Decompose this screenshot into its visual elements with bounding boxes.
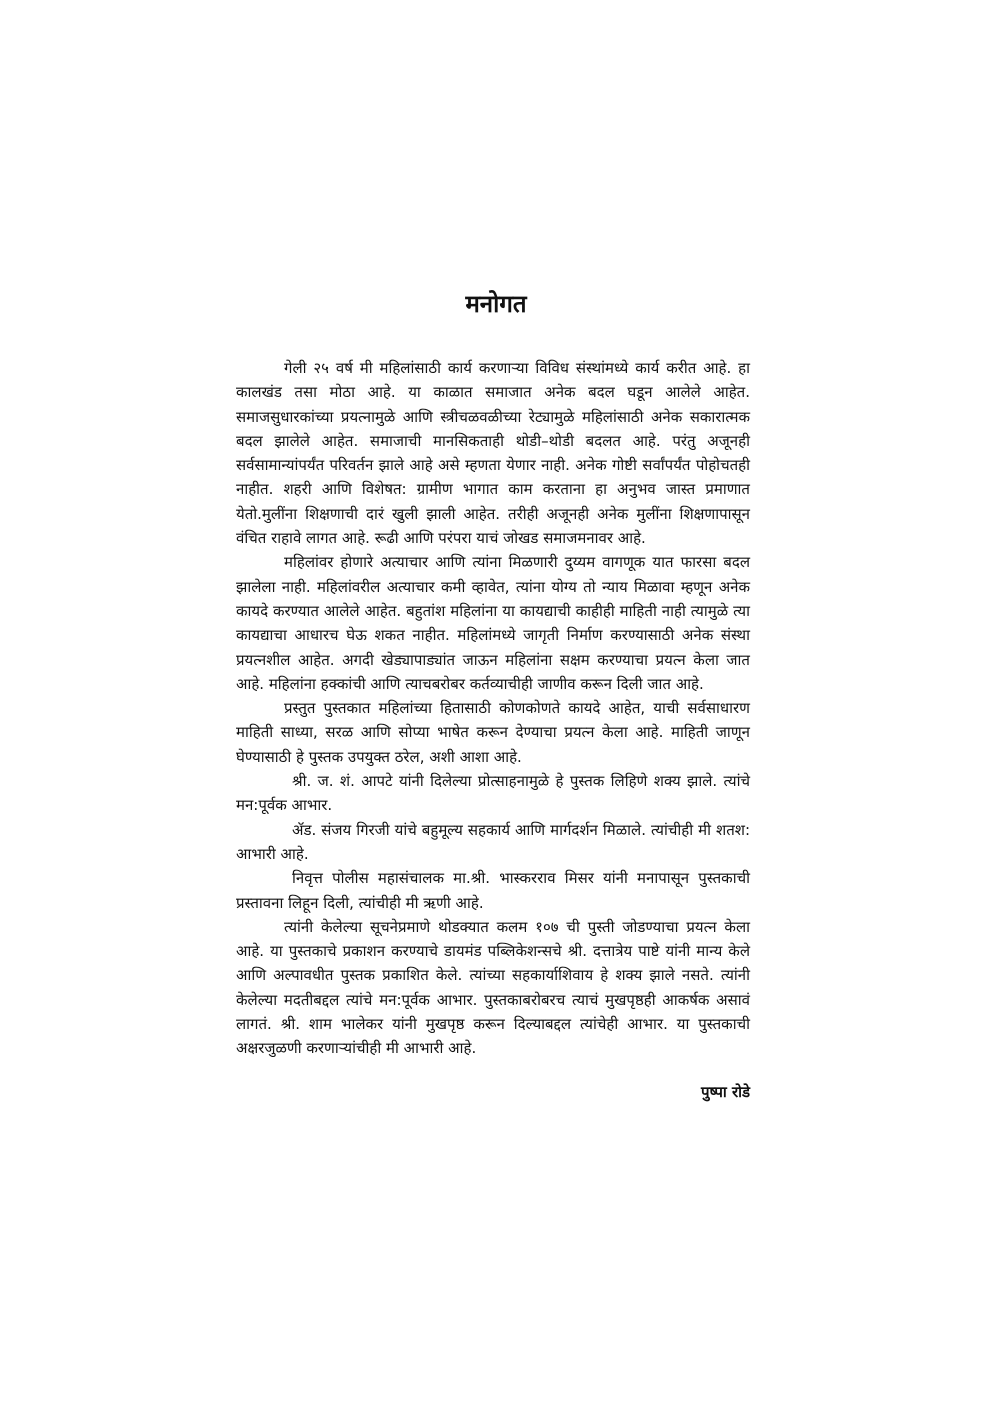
author-signature: पुष्पा रोडे	[700, 1083, 750, 1101]
paragraph-thanks-misar: निवृत्त पोलीस महासंचालक मा.श्री. भास्करराव मिसर यांनी मनापासून पुस्तकाची प्रस्तावना लिहून दिली, त्यांचीही मी ऋणी आहे.	[236, 869, 750, 912]
paragraph-book-purpose: प्रस्तुत पुस्तकात महिलांच्या हितासाठी कोणकोणते कायदे आहेत, याची सर्वसाधारण माहिती साध्या, सरळ आणि सोप्या भाषेत करून देण्याचा प्रयत्न केला आहे. माहिती जाणून घेण्यासाठी हे पुस्तक उपयुक्त ठरेल, अशी आशा आहे.	[236, 699, 750, 766]
preface-body	[236, 356, 750, 1061]
paragraph-thanks-publisher: त्यांनी केलेल्या सूचनेप्रमाणे थोडक्यात कलम १०७ ची पुस्ती जोडण्याचा प्रयत्न केला आहे. या पुस्तकाचे प्रकाशन करण्याचे डायमंड पब्लिकेशन्सचे श्री. दत्तात्रेय पाष्टे यांनी मान्य केले आणि अल्पावधीत पुस्तक प्रकाशित केले. त्यांच्या सहकार्याशिवाय हे शक्य झाले नसते. त्यांनी केलेल्या मदतीबद्दल त्यांचे मन:पूर्वक आभार. पुस्तकाबरोबरच त्याचं मुखपृष्ठही आकर्षक असावं लागतं. श्री. शाम भालेकर यांनी मुखपृष्ठ करून दिल्याबद्दल त्यांचेही आभार. या पुस्तकाची अक्षरजुळणी करणाऱ्यांचीही मी आभारी आहे.	[236, 917, 750, 1058]
paragraph-thanks-apte: श्री. ज. शं. आपटे यांनी दिलेल्या प्रोत्साहनामुळे हे पुस्तक लिहिणे शक्य झाले. त्यांचे मन:पूर्वक आभार.	[236, 772, 750, 815]
paragraph-atrocities: महिलांवर होणारे अत्याचार आणि त्यांना मिळणारी दुय्यम वागणूक यात फारसा बदल झालेला नाही. महिलांवरील अत्याचार कमी व्हावेत, त्यांना योग्य तो न्याय मिळावा म्हणून अनेक कायदे करण्यात आलेले आहेत. बहुतांश महिलांना या कायद्याची काहीही माहिती नाही त्यामुळे त्या कायद्याचा आधारच घेऊ शकत नाहीत. महिलांमध्ये जागृती निर्माण करण्यासाठी अनेक संस्था प्रयत्नशील आहेत. अगदी खेड्यापाड्यांत जाऊन महिलांना सक्षम करण्याचा प्रयत्न केला जात आहे. महिलांना हक्कांची आणि त्याचबरोबर कर्तव्याचीही जाणीव करून दिली जात आहे.	[236, 553, 750, 693]
page-title: मनोगत	[465, 290, 527, 318]
paragraph-thanks-girji: ॲड. संजय गिरजी यांचे बहुमूल्य सहकार्य आणि मार्गदर्शन मिळाले. त्यांचीही मी शतश: आभारी आहे.	[236, 820, 750, 863]
paragraph-intro: गेली २५ वर्ष मी महिलांसाठी कार्य करणाऱ्या विविध संस्थांमध्ये कार्य करीत आहे. हा कालखंड तसा मोठा आहे. या काळात समाजात अनेक बदल घडून आलेले आहेत. समाजसुधारकांच्या प्रयत्नामुळे आणि स्त्रीचळवळीच्या रेट्यामुळे महिलांसाठी अनेक सकारात्मक बदल झालेले आहेत. समाजाची मानसिकताही थोडी–थोडी बदलत आहे. परंतु अजूनही सर्वसामान्यांपर्यंत परिवर्तन झाले आहे असे म्हणता येणार नाही. अनेक गोष्टी सर्वांपर्यंत पोहोचतही नाहीत. शहरी आणि विशेषत: ग्रामीण भागात काम करताना हा अनुभव जास्त प्रमाणात येतो.मुलींना शिक्षणाची दारं खुली झाली आहेत. तरीही अजूनही अनेक मुलींना शिक्षणापासून वंचित राहावे लागत आहे. रूढी आणि परंपरा याचं जोखड समाजमनावर आहे.	[236, 359, 750, 548]
